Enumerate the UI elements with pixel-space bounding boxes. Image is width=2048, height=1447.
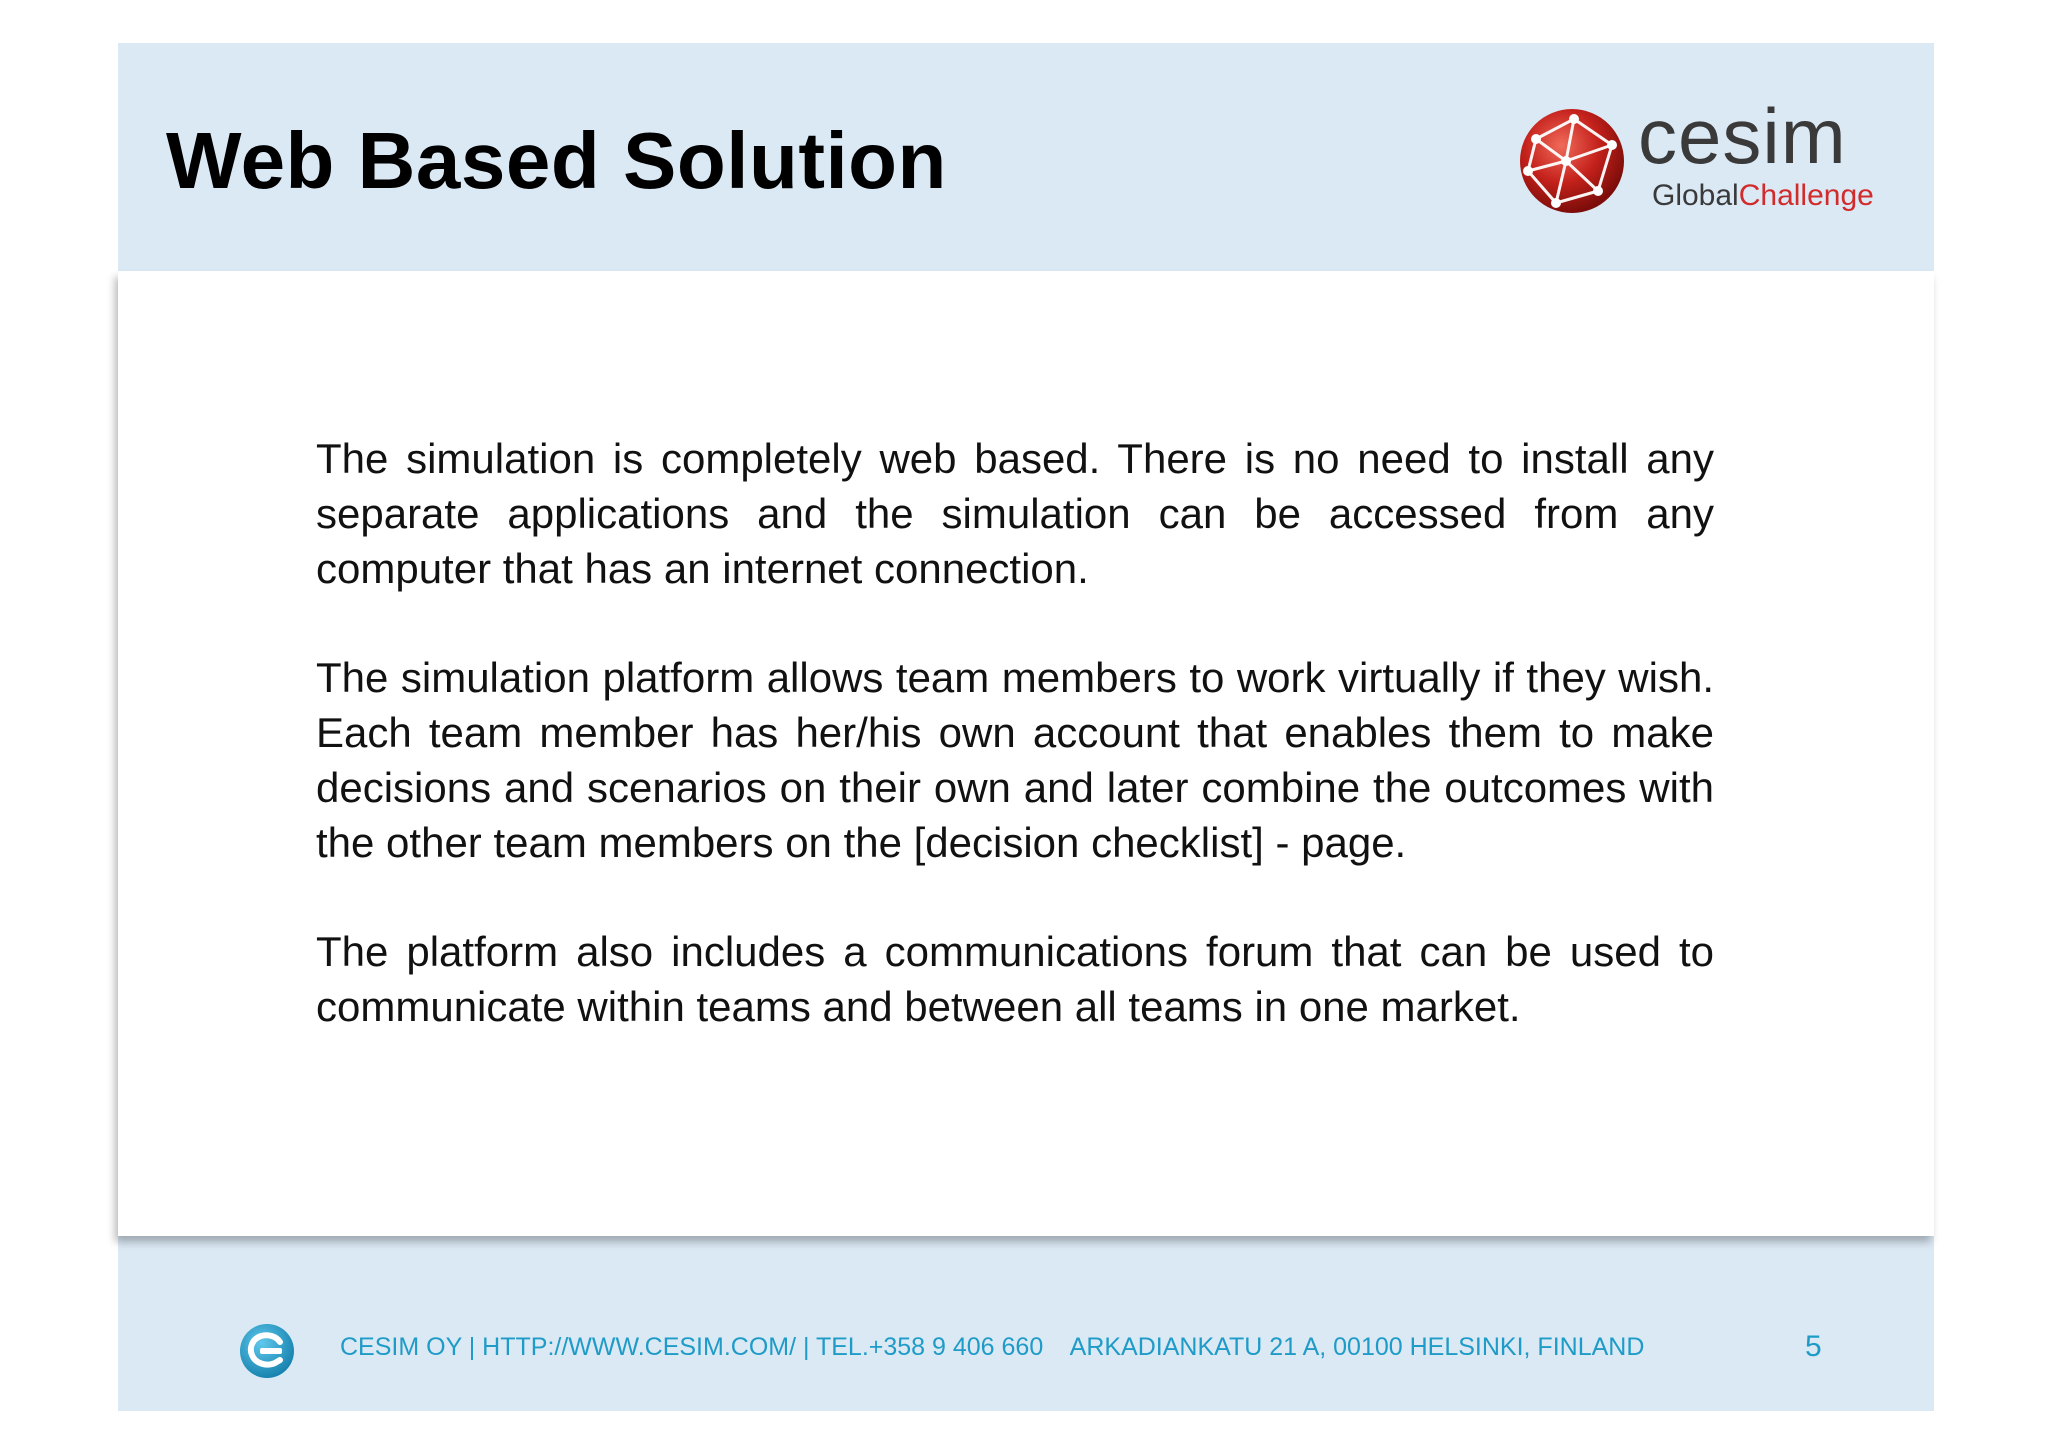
title-band	[118, 43, 1934, 271]
page-number: 5	[1805, 1330, 1822, 1363]
logo-sub-global: Global	[1652, 179, 1739, 212]
footer-contact	[340, 1332, 1644, 1362]
paragraph: The platform also includes a communications forum that can be used to communicate within teams and between all teams in one market.	[316, 928, 1714, 1030]
logo-wordmark: cesim	[1638, 92, 1847, 180]
paragraph: The simulation platform allows team members to work virtually if they wish. Each team member has her/his own account that enables them to make decisions and scenarios on their own and later combine the outcomes with the other team members on the [decision checklist] - page.	[316, 654, 1714, 866]
body-text	[316, 431, 1714, 1088]
paragraph: The simulation is completely web based. There is no need to install any separate applications and the simulation can be accessed from any computer that has an internet connection.	[316, 435, 1714, 592]
cesim-c-icon	[238, 1322, 296, 1380]
globe-network-icon	[1516, 105, 1628, 217]
content-panel	[118, 271, 1934, 1236]
cesim-logo	[1516, 92, 1896, 221]
logo-sub-challenge: Challenge	[1738, 179, 1874, 212]
logo-subtitle	[1652, 181, 1874, 211]
footer-contact-text: CESIM OY | HTTP://WWW.CESIM.COM/ | TEL.+358 9 406 660 ARKADIANKATU 21 A, 00100 HELSINKI, FINLAND	[340, 1333, 1645, 1361]
slide	[118, 43, 1934, 1411]
slide-title: Web Based Solution	[166, 116, 947, 205]
